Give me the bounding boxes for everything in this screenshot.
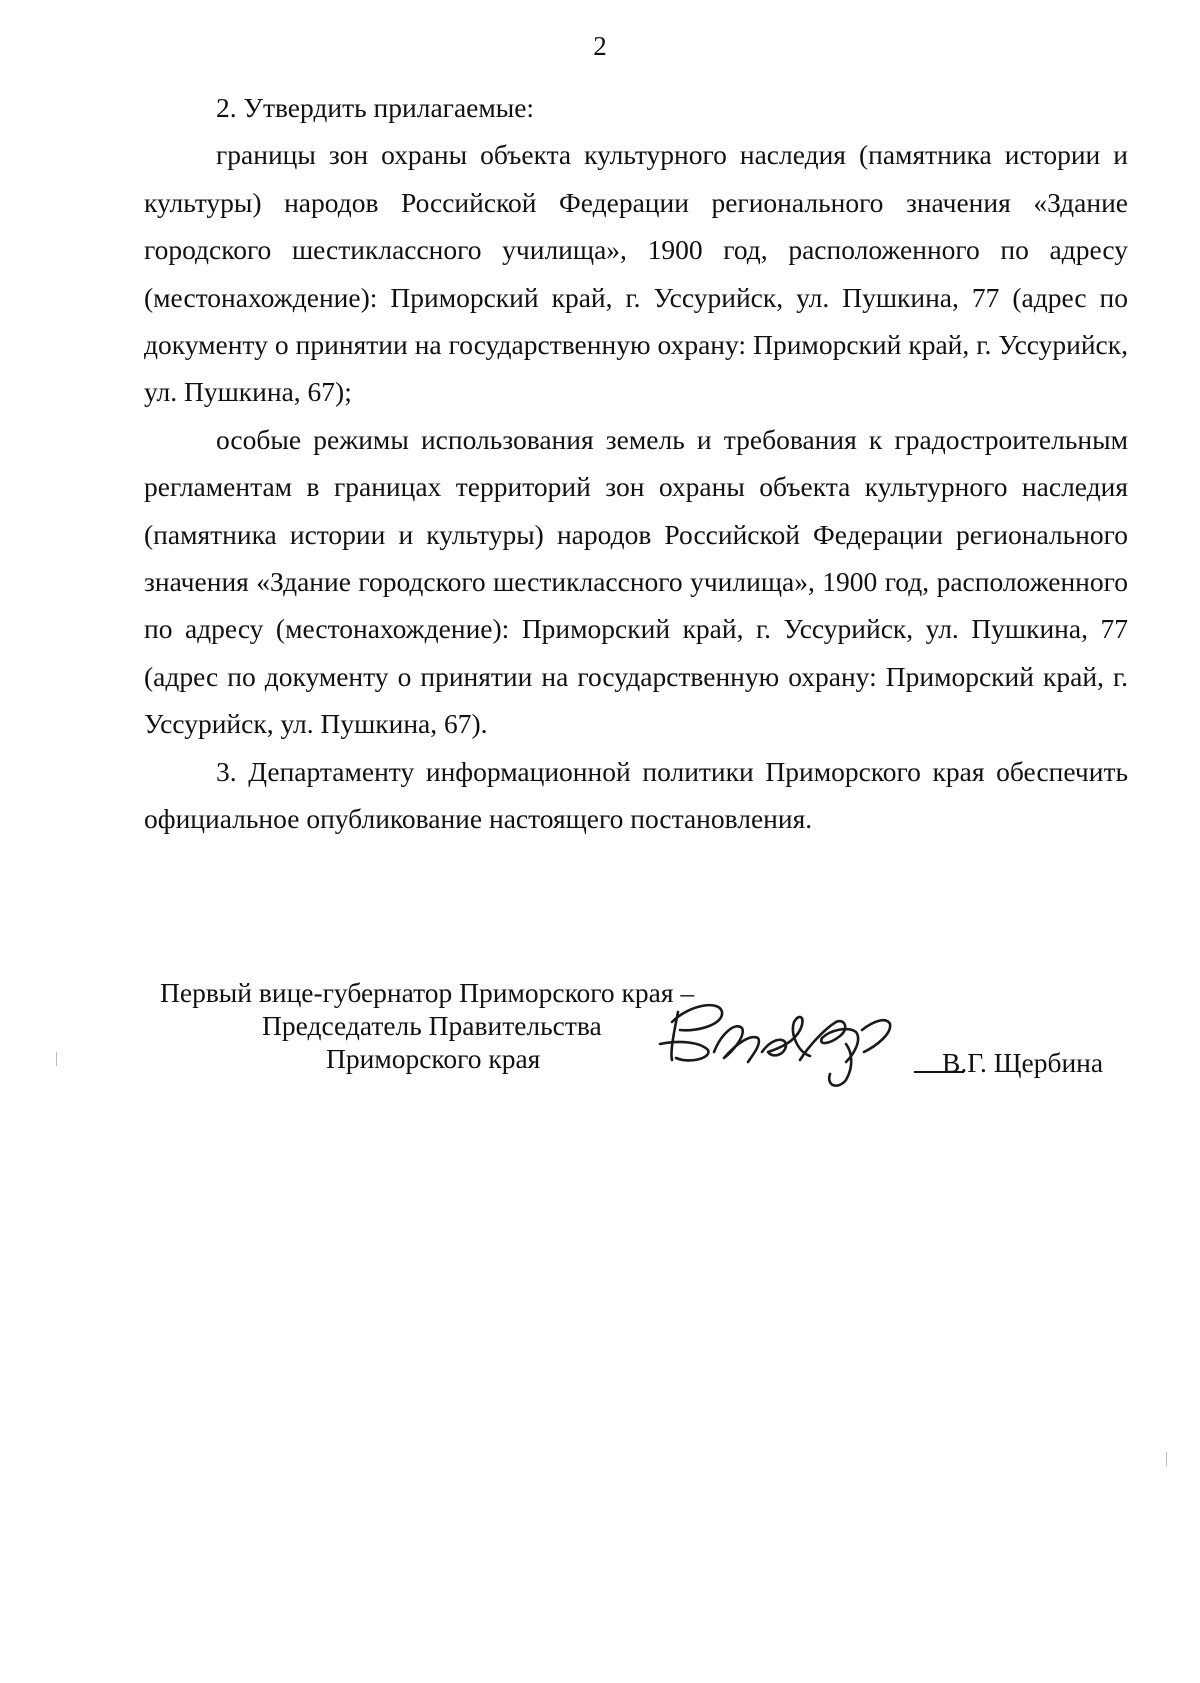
scan-artifact-left xyxy=(56,1052,57,1066)
signer-position-line-3: Приморского края xyxy=(326,1043,541,1074)
paragraph-protection-zone-boundaries: границы зон охраны объекта культурного наследия (памятника истории и культуры) народов Российской Федерации регионального значения «Здание городского шестиклассного училища», 1900 год, расположенного по адресу (местонахождение): Приморский край, г. Уссурийск, ул. Пушкина, 77 (адрес по документу о принятии на государственную охрану: Приморский край, г. Уссурийск, ул. Пушкина, 67); xyxy=(144,139,1128,408)
signer-name: В.Г. Щербина xyxy=(942,1047,1104,1078)
paragraph-item-3: 3. Департаменту информационной политики Приморского края обеспечить официальное опубликование настоящего постановления. xyxy=(144,755,1128,835)
page-number: 2 xyxy=(593,31,607,61)
document-body xyxy=(144,84,1128,843)
scan-artifact-right xyxy=(1166,1452,1167,1466)
handwritten-signature-icon xyxy=(650,982,900,1092)
paragraph-land-use-regimes: особые режимы использования земель и требования к градостроительным регламентам в границах территорий зон охраны объекта культурного наследия (памятника истории и культуры) народов Российской Федерации регионального значения «Здание городского шестиклассного училища», 1900 год, расположенного по адресу (местонахождение): Приморский край, г. Уссурийск, ул. Пушкина, 77 (адрес по документу о принятии на государственную охрану: Приморский край, г. Уссурийск, ул. Пушкина, 67). xyxy=(144,423,1128,740)
signer-position-line-2: Председатель Правительства xyxy=(262,1010,602,1041)
signature-block xyxy=(0,976,1200,1096)
paragraph-item-2: 2. Утвердить прилагаемые: xyxy=(216,92,535,123)
signer-position-line-1: Первый вице-губернатор Приморского края – xyxy=(160,977,695,1008)
